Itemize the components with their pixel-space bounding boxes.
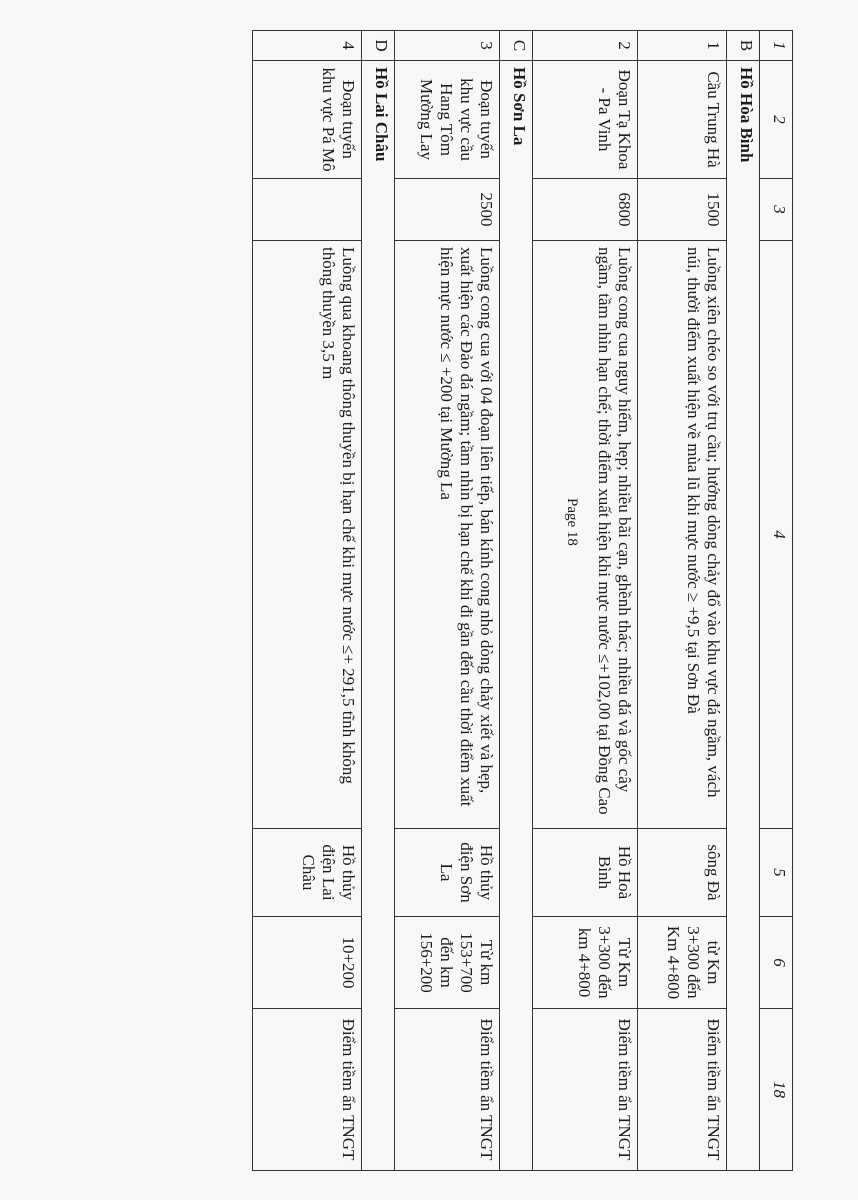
header-col-6: 6 [760,917,793,1009]
section-row-b [727,31,760,1171]
table-row [395,31,500,1171]
row-name: Đoạn tuyến khu vực cầu Hang Tôm Mường Lay [395,61,500,179]
header-col-2: 2 [760,61,793,179]
rotated-page-content [273,30,793,1170]
section-letter: D [362,31,395,61]
row-number: 1 [638,31,727,61]
table-row [638,31,727,1171]
header-col-3: 3 [760,179,793,241]
row-length: 2500 [395,179,500,241]
row-number: 4 [253,31,362,61]
table-row [533,31,638,1171]
row-name: Cầu Trung Hà [638,61,727,179]
row-km: Từ km 153+700 đến km 156+200 [395,917,500,1009]
header-col-5: 5 [760,829,793,917]
row-length: 1500 [638,179,727,241]
section-row-c [500,31,533,1171]
row-description: Luồng cong cua với 04 đoạn liên tiếp, bán kính cong nhỏ dòng chảy xiết và hẹp, xuất hiện các Đảo đá ngầm; tầm nhìn bị hạn chế khi đi gần đến cầu thời điểm xuất hiện mực nước ≤ +200 tại Mường La [395,241,500,829]
page-number-text: Page 18 [564,498,580,546]
page-number [558,498,580,558]
row-length [253,179,362,241]
section-letter: B [727,31,760,61]
row-name: Đoạn tuyến khu vực Pá Mô [253,61,362,179]
row-length: 6800 [533,179,638,241]
row-location: Hồ thủy điện Sơn La [395,829,500,917]
row-location: sông Đà [638,829,727,917]
row-number: 2 [533,31,638,61]
row-km: Từ Km 3+300 đến km 4+800 [533,917,638,1009]
column-number-header-row [760,31,793,1171]
section-title: Hồ Hòa Bình [727,61,760,1171]
row-type: Điểm tiềm ẩn TNGT [533,1009,638,1171]
row-number: 3 [395,31,500,61]
header-col-1: 1 [760,31,793,61]
table-row [253,31,362,1171]
row-type: Điểm tiềm ẩn TNGT [638,1009,727,1171]
row-description: Luồng cong cua nguy hiểm, hẹp; nhiều bãi cạn, ghềnh thác; nhiều đá và gốc cây ngầm, tầm nhìn hạn chế; thời điểm xuất hiện khi mực nước ≤+102,00 tại Đồng Cao [533,241,638,829]
hazard-points-table [252,30,793,1171]
row-km: từ Km 3+300 đến Km 4+800 [638,917,727,1009]
row-description: Luồng qua khoang thông thuyền bị hạn chế khi mực nước ≤+ 291,5 tĩnh không thông thuyền 3,5 m [253,241,362,829]
section-title: Hồ Sơn La [500,61,533,1171]
row-type: Điểm tiềm ẩn TNGT [253,1009,362,1171]
row-description: Luồng xiên chéo so với trụ cầu; hướng dòng chảy đổ vào khu vực đá ngầm, vách núi, thười điểm xuất hiện về mùa lũ khi mực nước ≥ +9,5 tại Sơn Đà [638,241,727,829]
header-col-4: 4 [760,241,793,829]
section-letter: C [500,31,533,61]
row-location: Hồ thủy điện Lai Châu [253,829,362,917]
row-type: Điểm tiềm ẩn TNGT [395,1009,500,1171]
row-km: 10+200 [253,917,362,1009]
section-row-d [362,31,395,1171]
row-name: Đoạn Tạ Khoa - Pa Vinh [533,61,638,179]
section-title: Hồ Lai Châu [362,61,395,1171]
header-col-18: 18 [760,1009,793,1171]
row-location: Hồ Hoà Bình [533,829,638,917]
